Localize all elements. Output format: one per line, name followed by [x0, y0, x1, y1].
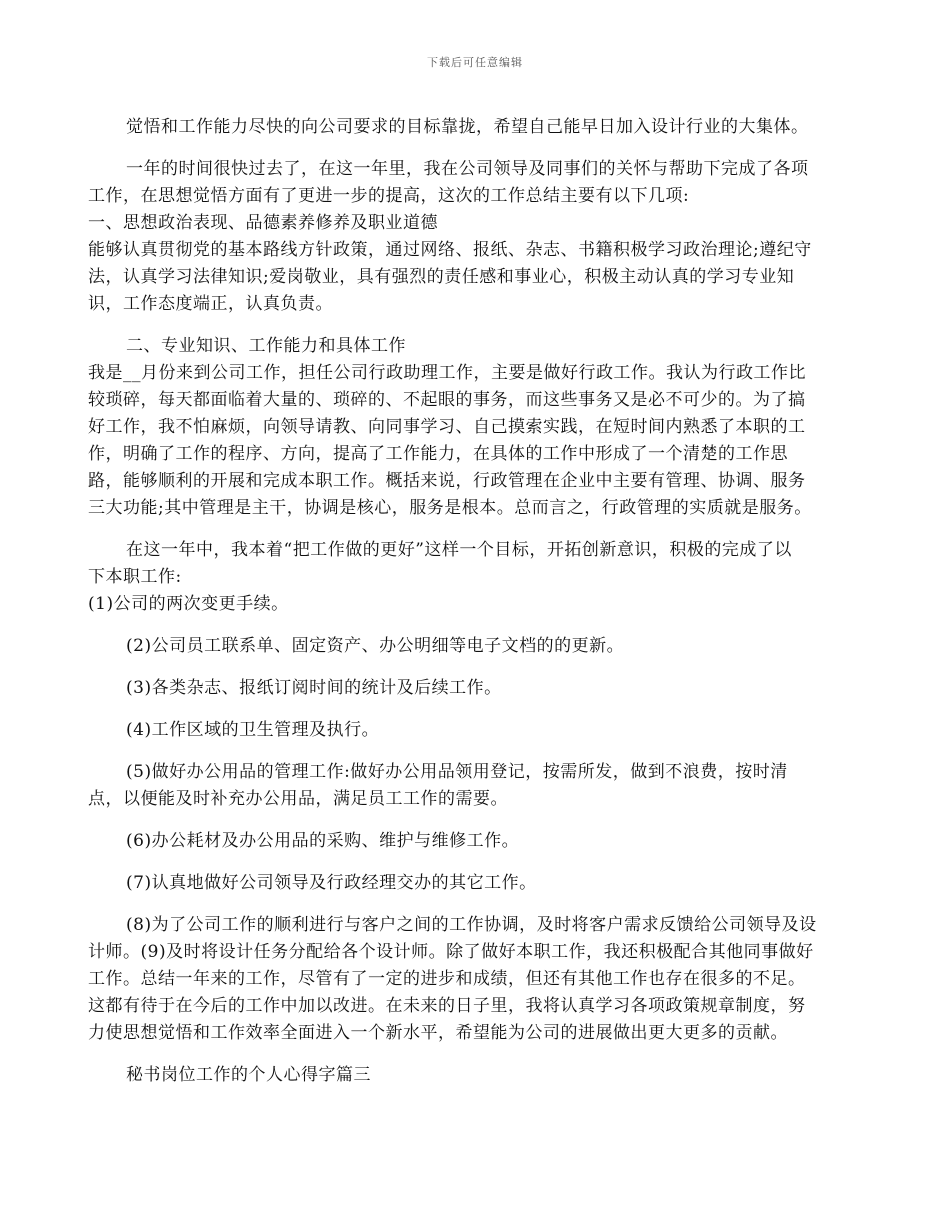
paragraph — [88, 828, 868, 855]
paragraph — [88, 591, 868, 618]
paragraph — [88, 912, 868, 1047]
paragraph — [88, 633, 868, 660]
text-line: 我是__月份来到公司工作，担任公司行政助理工作，主要是做好行政工作。我认为行政工作比 — [88, 363, 806, 383]
text-line: 力使思想觉悟和工作效率全面进入一个新水平，希望能为公司的进展做出更大更多的贡献。 — [88, 1023, 788, 1043]
paragraph — [88, 210, 868, 237]
text-line: 作，明确了工作的程序、方向，提高了工作能力，在具体的工作中形成了一个清楚的工作思 — [88, 444, 788, 464]
text-line: 识，工作态度端正，认真负责。 — [88, 294, 333, 314]
text-line: (2)公司员工联系单、固定资产、办公明细等电子文档的的更新。 — [126, 636, 625, 656]
text-line: 一、思想政治表现、品德素养修养及职业道德 — [88, 213, 438, 233]
text-line: (1)公司的两次变更手续。 — [88, 594, 289, 614]
text-line: 下本职工作: — [88, 567, 182, 587]
text-line: 路，能够顺利的开展和完成本职工作。概括来说，行政管理在企业中主要有管理、协调、服务 — [88, 471, 806, 491]
text-line: (3)各类杂志、报纸订阅时间的统计及后续工作。 — [126, 678, 502, 698]
text-line: 较琐碎，每天都面临着大量的、琐碎的、不起眼的事务，而这些事务又是必不可少的。为了搞 — [88, 390, 806, 410]
text-line: 法，认真学习法律知识;爱岗敬业，具有强烈的责任感和事业心，积极主动认真的学习专业知 — [88, 267, 795, 287]
paragraph — [88, 675, 868, 702]
text-line: 工作。总结一年来的工作，尽管有了一定的进步和成绩，但还有其他工作也存在很多的不足。 — [88, 969, 806, 989]
text-line: 工作，在思想觉悟方面有了更进一步的提高，这次的工作总结主要有以下几项: — [88, 186, 690, 206]
paragraph — [88, 759, 868, 813]
paragraph — [88, 1062, 868, 1089]
text-line: 二、专业知识、工作能力和具体工作 — [126, 336, 406, 356]
text-line: (7)认真地做好公司领导及行政经理交办的其它工作。 — [126, 873, 537, 893]
paragraph — [88, 156, 868, 210]
text-line: 觉悟和工作能力尽快的向公司要求的目标靠拢，希望自己能早日加入设计行业的大集体。 — [126, 117, 809, 137]
text-line: 秘书岗位工作的个人心得字篇三 — [126, 1065, 371, 1085]
text-line: 这都有待于在今后的工作中加以改进。在未来的日子里，我将认真学习各项政策规章制度，努 — [88, 996, 806, 1016]
text-line: (6)办公耗材及办公用品的采购、维护与维修工作。 — [126, 831, 520, 851]
text-line: 三大功能;其中管理是主干，协调是核心，服务是根本。总而言之，行政管理的实质就是服务。 — [88, 498, 812, 518]
paragraph — [88, 717, 868, 744]
document-body — [88, 114, 868, 1104]
paragraph — [88, 360, 868, 522]
text-line: 计师。(9)及时将设计任务分配给各个设计师。除了做好本职工作，我还积极配合其他同事做好 — [88, 942, 814, 962]
text-line: (4)工作区域的卫生管理及执行。 — [126, 720, 380, 740]
text-line: (5)做好办公用品的管理工作:做好办公用品领用登记，按需所发，做到不浪费，按时清 — [126, 762, 788, 782]
text-line: 好工作，我不怕麻烦，向领导请教、向同事学习、自己摸索实践，在短时间内熟悉了本职的工 — [88, 417, 806, 437]
paragraph — [88, 333, 868, 360]
paragraph — [88, 537, 868, 591]
text-line: 能够认真贯彻党的基本路线方针政策，通过网络、报纸、杂志、书籍积极学习政治理论;遵纪守 — [88, 240, 812, 260]
paragraph — [88, 237, 868, 318]
text-line: 点，以便能及时补充办公用品，满足员工工作的需要。 — [88, 789, 508, 809]
text-line: 在这一年中，我本着“把工作做的更好”这样一个目标，开拓创新意识，积极的完成了以 — [126, 540, 792, 560]
page-header: 下载后可任意编辑 — [427, 56, 523, 69]
text-line: (8)为了公司工作的顺利进行与客户之间的工作协调，及时将客户需求反馈给公司领导及设 — [126, 915, 817, 935]
text-line: 一年的时间很快过去了，在这一年里，我在公司领导及同事们的关怀与帮助下完成了各项 — [126, 159, 809, 179]
paragraph — [88, 870, 868, 897]
paragraph — [88, 114, 868, 141]
